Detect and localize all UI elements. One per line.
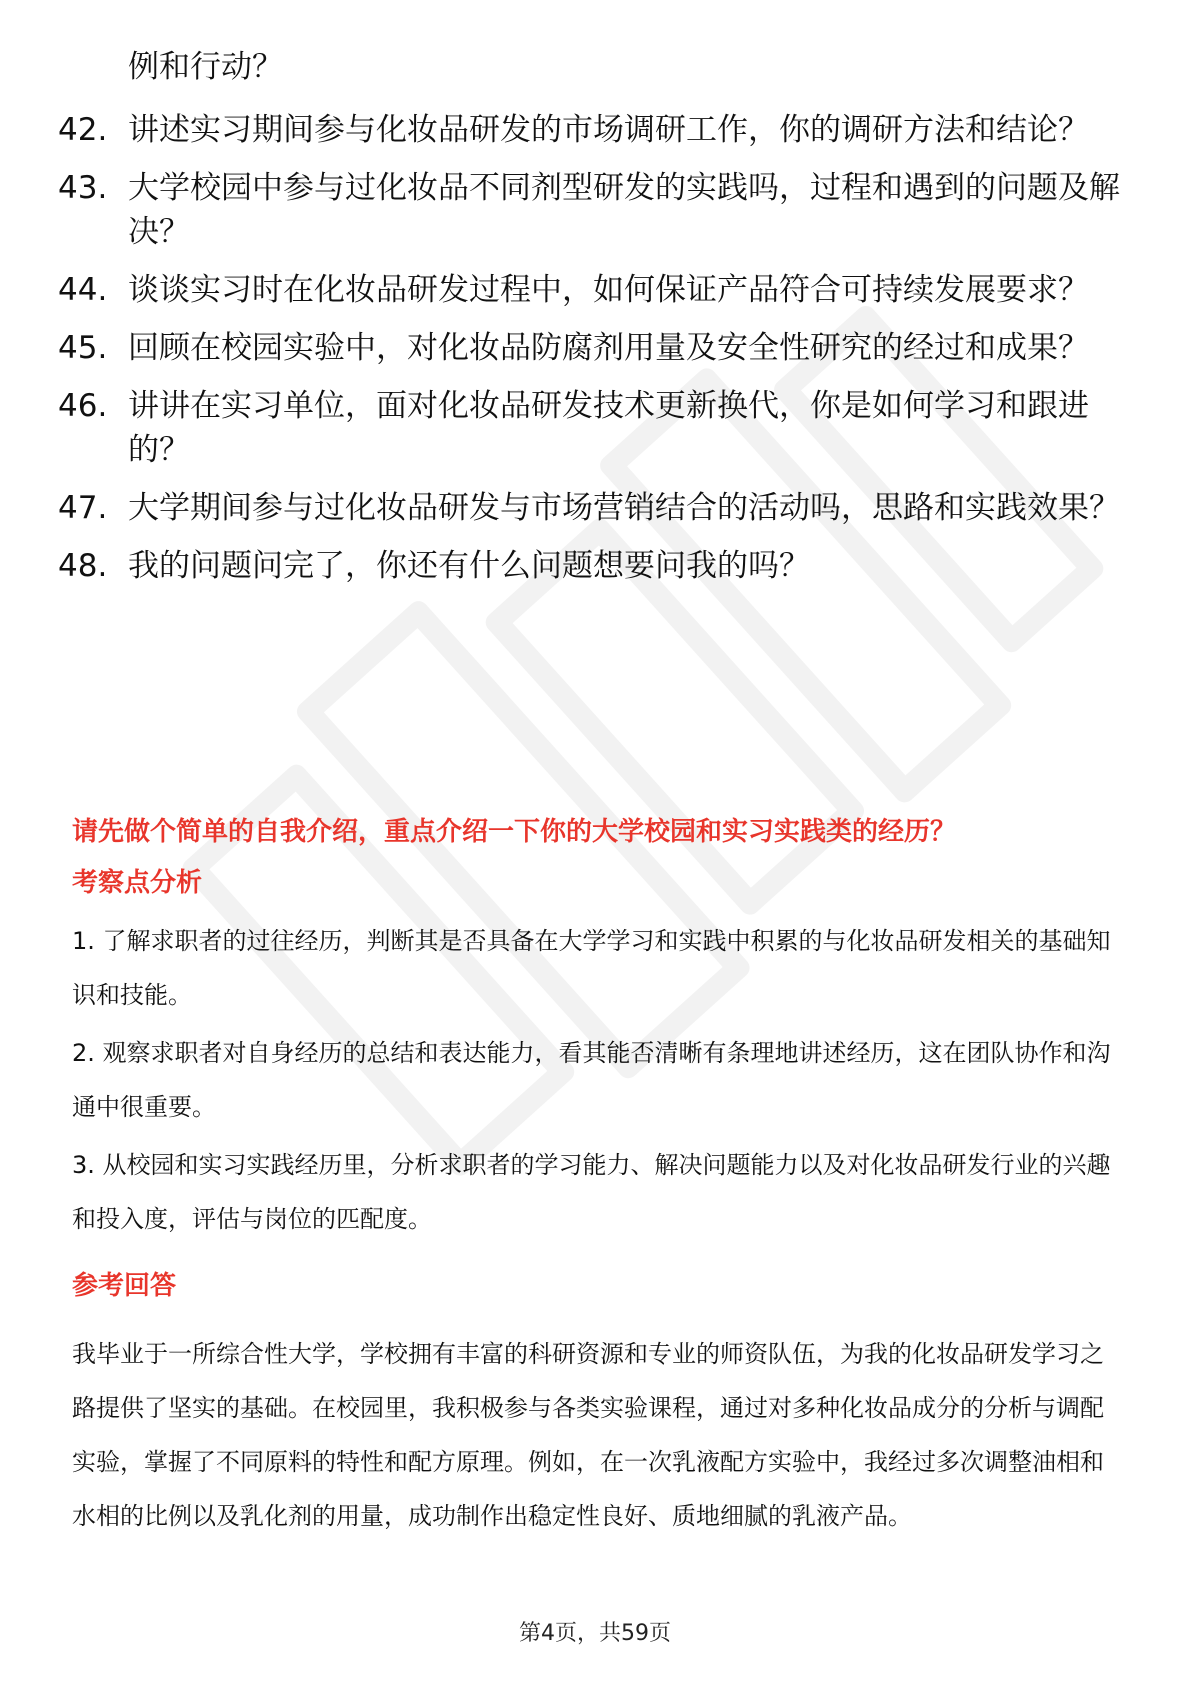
question-item <box>58 108 1128 152</box>
question-number: 46. <box>58 388 108 424</box>
question-number: 45. <box>58 330 108 366</box>
question-item <box>58 486 1128 530</box>
analysis-heading: 考察点分析 <box>72 868 203 898</box>
question-text: 大学校园中参与过化妆品不同剂型研发的实践吗，过程和遇到的问题及解决？ <box>128 170 1120 250</box>
answer-heading: 参考回答 <box>72 1271 177 1301</box>
question-number: 44. <box>58 272 108 308</box>
analysis-point: 3. 从校园和实习实践经历里，分析求职者的学习能力、解决问题能力以及对化妆品研发行业的兴趣和投入度，评估与岗位的匹配度。 <box>72 1151 1111 1233</box>
analysis-point: 2. 观察求职者对自身经历的总结和表达能力，看其能否清晰有条理地讲述经历，这在团队协作和沟通中很重要。 <box>72 1039 1111 1121</box>
analysis-point: 1. 了解求职者的过往经历，判断其是否具备在大学学习和实践中积累的与化妆品研发相关的基础知识和技能。 <box>72 927 1111 1009</box>
answer-section <box>72 1327 1122 1543</box>
question-text: 谈谈实习时在化妆品研发过程中，如何保证产品符合可持续发展要求？ <box>128 272 1089 308</box>
answer-text: 我毕业于一所综合性大学，学校拥有丰富的科研资源和专业的师资队伍，为我的化妆品研发学习之路提供了坚实的基础。在校园里，我积极参与各类实验课程，通过对多种化妆品成分的分析与调配实验，掌握了不同原料的特性和配方原理。例如，在一次乳液配方实验中，我经过多次调整油相和水相的比例以及乳化剂的用量，成功制作出稳定性良好、质地细腻的乳液产品。 <box>72 1340 1104 1530</box>
question-item <box>58 268 1128 312</box>
question-text: 讲述实习期间参与化妆品研发的市场调研工作，你的调研方法和结论？ <box>128 112 1089 148</box>
question-list <box>58 108 1128 602</box>
question-item <box>58 166 1128 254</box>
question-text: 大学期间参与过化妆品研发与市场营销结合的活动吗，思路和实践效果？ <box>128 490 1120 526</box>
previous-question-continuation: 例和行动？ <box>128 49 283 85</box>
question-number: 42. <box>58 112 108 148</box>
analysis-section <box>72 914 1122 1250</box>
question-item <box>58 326 1128 370</box>
question-item <box>58 544 1128 588</box>
question-text: 我的问题问完了，你还有什么问题想要问我的吗？ <box>128 548 810 584</box>
question-number: 43. <box>58 170 108 206</box>
question-number: 48. <box>58 548 108 584</box>
question-text: 讲讲在实习单位，面对化妆品研发技术更新换代，你是如何学习和跟进的？ <box>128 388 1089 468</box>
question-item <box>58 384 1128 472</box>
question-number: 47. <box>58 490 108 526</box>
featured-question-heading: 请先做个简单的自我介绍，重点介绍一下你的大学校园和实习实践类的经历？ <box>72 817 957 847</box>
question-text: 回顾在校园实验中，对化妆品防腐剂用量及安全性研究的经过和成果？ <box>128 330 1089 366</box>
page-footer: 第4页，共59页 <box>519 1621 671 1646</box>
